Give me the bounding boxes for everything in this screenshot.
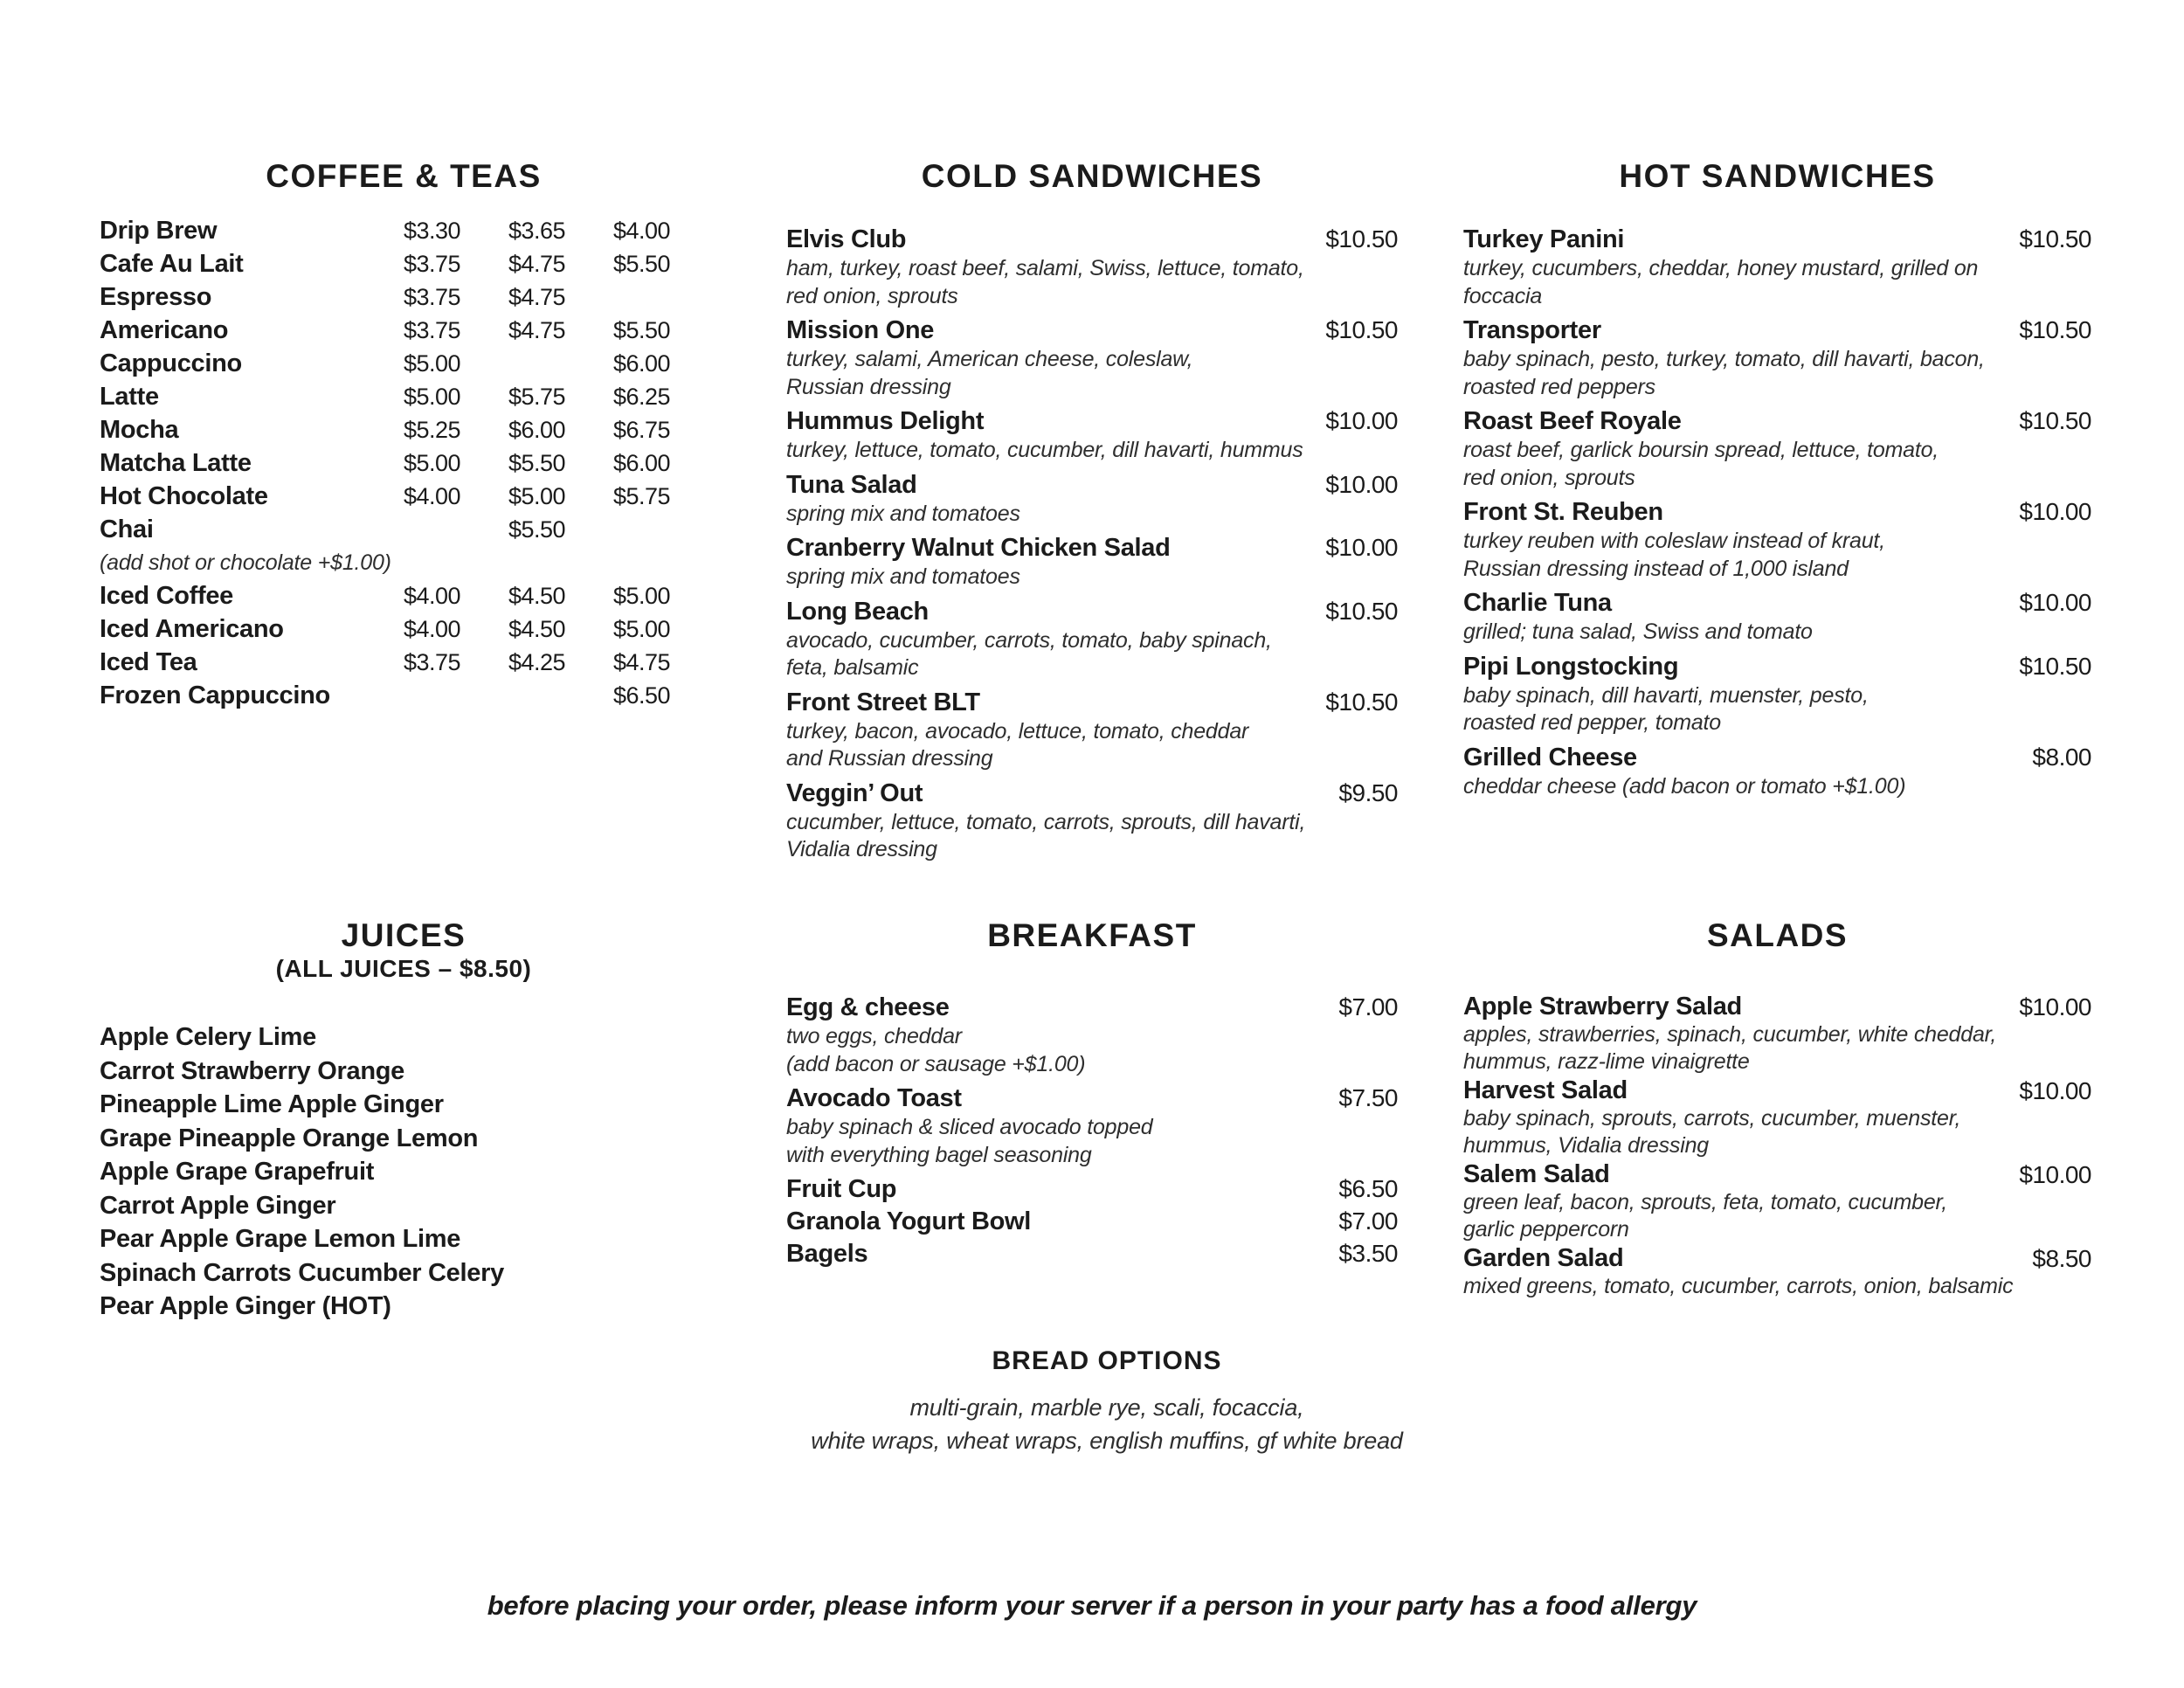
menu-item: [786, 1173, 1398, 1206]
price-small: $5.25: [404, 417, 461, 443]
item-desc-line: roasted red pepper, tomato: [1463, 710, 1721, 735]
item-price: $10.00: [2019, 1161, 2091, 1188]
menu-item: [1463, 405, 2091, 492]
item-price: $7.50: [1338, 1084, 1398, 1111]
price-large: $6.00: [613, 350, 671, 377]
item-desc-line: ham, turkey, roast beef, salami, Swiss, lettuce, tomato,: [786, 256, 1304, 280]
item-price: $10.00: [1325, 534, 1398, 561]
item-price: $3.50: [1338, 1240, 1398, 1267]
menu-item: [786, 405, 1398, 465]
item-desc-line: mixed greens, tomato, cucumber, carrots, onion, balsamic: [1463, 1274, 2014, 1298]
item-name: Hot Chocolate: [100, 482, 268, 510]
item-name: Harvest Salad: [1463, 1076, 1628, 1104]
section-title-salads: SALADS: [1706, 917, 1849, 953]
item-desc-line: baby spinach & sliced avocado topped: [786, 1115, 1153, 1139]
price-medium: $3.65: [508, 218, 566, 244]
item-desc-line: spring mix and tomatoes: [786, 501, 1020, 526]
coffee-row: [100, 579, 708, 612]
bread-options-line: white wraps, wheat wraps, english muffins, gf white bread: [811, 1428, 1403, 1454]
item-desc-line: hummus, razz-lime vinaigrette: [1463, 1049, 1750, 1074]
menu-item: [1463, 496, 2091, 583]
item-price: $10.50: [2019, 225, 2091, 253]
item-name: Drip Brew: [100, 217, 218, 245]
item-name: Roast Beef Royale: [1463, 407, 1682, 435]
item-desc-line: hummus, Vidalia dressing: [1463, 1133, 1709, 1158]
price-large: $5.75: [613, 483, 671, 509]
item-name: Chai: [100, 515, 154, 543]
item-price: $7.00: [1338, 993, 1398, 1020]
item-name: Hummus Delight: [786, 407, 985, 435]
item-desc-line: feta, balsamic: [786, 655, 919, 680]
item-price: $10.00: [1325, 407, 1398, 434]
item-name: Charlie Tuna: [1463, 589, 1612, 617]
item-name: Cafe Au Lait: [100, 250, 244, 278]
section-breakfast: [786, 918, 1398, 1294]
item-desc-line: apples, strawberries, spinach, cucumber, white cheddar,: [1463, 1022, 1997, 1047]
item-price: $10.50: [2019, 316, 2091, 343]
item-desc-line: roast beef, garlick boursin spread, lettuce, tomato,: [1463, 438, 1939, 462]
item-name: Transporter: [1463, 316, 1601, 344]
price-small: $3.75: [404, 251, 461, 277]
price-large: $5.50: [613, 317, 671, 343]
price-small: $4.00: [404, 616, 461, 642]
menu-item: [786, 1083, 1398, 1169]
item-name: Garden Salad: [1463, 1244, 1624, 1272]
item-name: Frozen Cappuccino: [100, 681, 330, 709]
item-price: $8.50: [2032, 1245, 2091, 1272]
price-medium: $4.75: [508, 251, 566, 277]
coffee-row: [100, 413, 708, 446]
price-medium: $5.50: [508, 516, 566, 543]
item-desc-line: turkey, bacon, avocado, lettuce, tomato, cheddar: [786, 718, 1249, 744]
item-name: Turkey Panini: [1463, 225, 1625, 253]
item-desc-line: turkey, lettuce, tomato, cucumber, dill havarti, hummus: [786, 438, 1303, 462]
item-price: $10.00: [2019, 1077, 2091, 1104]
price-large: $6.50: [613, 682, 671, 709]
coffee-price-table: [100, 214, 708, 712]
item-desc-line: roasted red peppers: [1463, 374, 1655, 399]
section-salads: [1463, 918, 2091, 1329]
juice-item: Pineapple Lime Apple Ginger: [100, 1090, 444, 1118]
menu-item: [786, 687, 1398, 773]
item-desc-line: Vidalia dressing: [786, 837, 937, 861]
price-medium: $5.50: [508, 450, 566, 476]
item-name: Egg & cheese: [786, 993, 950, 1021]
menu-item: [786, 992, 1398, 1078]
juice-item: Spinach Carrots Cucumber Celery: [100, 1258, 504, 1287]
section-coffee-teas: [100, 159, 708, 788]
section-hot-sandwiches: [1463, 159, 2091, 823]
coffee-addon-note: (add shot or chocolate +$1.00): [100, 550, 391, 575]
coffee-row: [100, 513, 708, 546]
price-large: $4.75: [613, 649, 671, 675]
juice-item: Grape Pineapple Orange Lemon: [100, 1124, 479, 1152]
item-name: Iced Coffee: [100, 582, 234, 610]
item-price: $10.50: [2019, 652, 2091, 680]
menu-item: [786, 778, 1398, 864]
price-medium: $4.75: [508, 317, 566, 343]
item-name: Mocha: [100, 416, 179, 444]
item-price: $10.00: [2019, 498, 2091, 525]
item-desc-line: baby spinach, pesto, turkey, tomato, dill havarti, bacon,: [1463, 347, 1985, 371]
item-price: $10.50: [1325, 316, 1398, 343]
menu-item: [786, 1206, 1398, 1238]
menu-item: [786, 315, 1398, 401]
bread-options-line: multi-grain, marble rye, scali, focaccia,: [909, 1394, 1304, 1421]
item-desc-line: cheddar cheese (add bacon or tomato +$1.00): [1463, 773, 1906, 799]
item-desc-line: cucumber, lettuce, tomato, carrots, sprouts, dill havarti,: [786, 809, 1306, 834]
coffee-row: [100, 646, 708, 679]
item-desc-line: turkey, salami, American cheese, coleslaw,: [786, 347, 1193, 371]
price-large: $6.00: [613, 450, 671, 476]
item-desc-line: baby spinach, dill havarti, muenster, pesto,: [1463, 682, 1869, 708]
price-medium: $5.75: [508, 384, 566, 410]
section-title-breakfast: BREAKFAST: [987, 917, 1197, 953]
item-price: $10.50: [2019, 407, 2091, 434]
price-small: $4.00: [404, 583, 461, 609]
item-name: Front Street BLT: [786, 688, 980, 716]
menu-item: [1463, 224, 2091, 310]
item-price: $7.00: [1338, 1207, 1398, 1235]
item-desc-line: two eggs, cheddar: [786, 1024, 962, 1048]
salads-items: [1463, 992, 2091, 1300]
item-price: $9.50: [1338, 778, 1398, 806]
price-medium: $4.75: [508, 284, 566, 310]
item-price: $10.00: [2019, 993, 2091, 1020]
juice-item: Apple Celery Lime: [100, 1023, 316, 1051]
item-name: Matcha Latte: [100, 449, 252, 477]
item-name: Bagels: [786, 1240, 868, 1268]
item-name: Espresso: [100, 283, 212, 311]
menu-item: [1463, 587, 2091, 647]
item-name: Grilled Cheese: [1463, 743, 1637, 771]
item-name: Iced Tea: [100, 648, 197, 676]
menu-item: [786, 596, 1398, 682]
item-name: Long Beach: [786, 597, 929, 626]
price-small: $4.00: [404, 483, 461, 509]
item-desc-line: Russian dressing instead of 1,000 island: [1463, 556, 1849, 581]
price-medium: $4.50: [508, 583, 566, 609]
coffee-row: [100, 247, 708, 280]
item-desc-line: garlic peppercorn: [1463, 1217, 1629, 1242]
menu-item: [786, 224, 1398, 310]
menu-item: [1463, 1076, 2091, 1159]
price-large: $6.25: [613, 384, 671, 410]
coffee-row: [100, 280, 708, 314]
item-name: Mission One: [786, 316, 935, 344]
price-small: $5.00: [404, 450, 461, 476]
menu-item: [1463, 651, 2091, 737]
juice-item: Pear Apple Grape Lemon Lime: [100, 1225, 461, 1253]
menu-item: [1463, 1243, 2091, 1300]
price-medium: $4.50: [508, 616, 566, 642]
item-desc-line: green leaf, bacon, sprouts, feta, tomato, cucumber,: [1463, 1190, 1948, 1214]
item-name: Pipi Longstocking: [1463, 652, 1679, 681]
menu-item: [1463, 315, 2091, 401]
juice-item: Carrot Apple Ginger: [100, 1191, 336, 1220]
item-name: Elvis Club: [786, 225, 907, 253]
coffee-row: [100, 679, 708, 712]
item-desc-line: turkey, cucumbers, cheddar, honey mustard, grilled on: [1463, 256, 1979, 280]
item-name: Tuna Salad: [786, 470, 917, 499]
section-title-hot-sandwiches: HOT SANDWICHES: [1619, 158, 1936, 194]
coffee-row: [100, 480, 708, 513]
section-title-juices: JUICES: [341, 917, 467, 953]
coffee-row: [100, 314, 708, 347]
item-name: Granola Yogurt Bowl: [786, 1207, 1032, 1235]
price-medium: $5.00: [508, 483, 566, 509]
item-price: $10.00: [1325, 470, 1398, 498]
menu-item: [1463, 1159, 2091, 1243]
juice-item: Carrot Strawberry Orange: [100, 1056, 404, 1085]
price-large: $5.00: [613, 583, 671, 609]
coffee-row: [100, 347, 708, 380]
item-desc-line: red onion, sprouts: [786, 283, 958, 308]
item-desc-line: grilled; tuna salad, Swiss and tomato: [1463, 619, 1813, 644]
juice-item: Apple Grape Grapefruit: [100, 1158, 375, 1186]
price-large: $4.00: [613, 218, 671, 244]
hot-sandwiches-items: [1463, 224, 2091, 800]
price-small: $5.00: [404, 350, 461, 377]
item-desc-line: red onion, sprouts: [1463, 465, 1635, 490]
price-small: $3.75: [404, 284, 461, 310]
item-desc-line: and Russian dressing: [786, 746, 993, 771]
juices-price-note: (ALL JUICES – $8.50): [275, 955, 532, 982]
price-medium: $4.25: [508, 649, 566, 675]
juices-items: [100, 1020, 708, 1324]
item-desc-line: baby spinach, sprouts, carrots, cucumber, muenster,: [1463, 1106, 1961, 1131]
price-small: $5.00: [404, 384, 461, 410]
price-medium: $6.00: [508, 417, 566, 443]
menu-item: [786, 532, 1398, 591]
section-juices: [100, 918, 708, 1355]
item-price: $10.50: [1325, 225, 1398, 253]
item-name: Salem Salad: [1463, 1160, 1610, 1188]
item-desc-line: with everything bagel seasoning: [786, 1142, 1092, 1167]
coffee-row: [100, 446, 708, 480]
allergy-note: before placing your order, please inform your server if a person in your party has a food allergy: [487, 1590, 1697, 1621]
breakfast-items: [786, 992, 1398, 1270]
coffee-row: [100, 612, 708, 646]
item-desc-line: turkey reuben with coleslaw instead of kraut,: [1463, 529, 1885, 553]
item-price: $10.00: [2019, 589, 2091, 616]
price-large: $6.75: [613, 417, 671, 443]
item-desc-line: spring mix and tomatoes: [786, 564, 1020, 589]
menu-item: [1463, 742, 2091, 801]
item-name: Iced Americano: [100, 615, 284, 643]
item-name: Apple Strawberry Salad: [1463, 993, 1742, 1020]
item-price: $10.50: [1325, 597, 1398, 625]
menu-item: [786, 1238, 1398, 1270]
menu-item: [786, 469, 1398, 529]
item-name: Americano: [100, 316, 229, 344]
section-bread-options: [786, 1346, 1427, 1457]
item-price: $6.50: [1338, 1175, 1398, 1202]
item-name: Avocado Toast: [786, 1084, 962, 1112]
item-price: $10.50: [1325, 688, 1398, 716]
section-title-coffee-teas: COFFEE & TEAS: [266, 158, 542, 194]
item-desc-line: Russian dressing: [786, 374, 951, 399]
coffee-row: [100, 214, 708, 247]
price-small: $3.30: [404, 218, 461, 244]
item-desc-line: (add bacon or sausage +$1.00): [786, 1051, 1086, 1076]
juice-item: Pear Apple Ginger (HOT): [100, 1292, 391, 1320]
item-name: Cranberry Walnut Chicken Salad: [786, 534, 1171, 562]
price-small: $3.75: [404, 317, 461, 343]
price-small: $3.75: [404, 649, 461, 675]
section-cold-sandwiches: [786, 158, 1398, 861]
item-name: Fruit Cup: [786, 1175, 897, 1203]
item-desc-line: foccacia: [1463, 283, 1543, 308]
section-title-cold-sandwiches: COLD SANDWICHES: [921, 158, 1263, 194]
item-desc-line: avocado, cucumber, carrots, tomato, baby spinach,: [786, 627, 1272, 653]
item-name: Veggin’ Out: [786, 778, 923, 807]
menu-item: [1463, 992, 2091, 1076]
item-name: Cappuccino: [100, 349, 242, 377]
item-price: $8.00: [2032, 743, 2091, 771]
cold-sandwiches-items: [786, 224, 1398, 864]
coffee-row: [100, 380, 708, 413]
bread-options-title: BREAD OPTIONS: [992, 1346, 1222, 1375]
price-large: $5.00: [613, 616, 671, 642]
item-name: Front St. Reuben: [1463, 498, 1663, 526]
item-name: Latte: [100, 383, 159, 411]
price-large: $5.50: [613, 251, 671, 277]
